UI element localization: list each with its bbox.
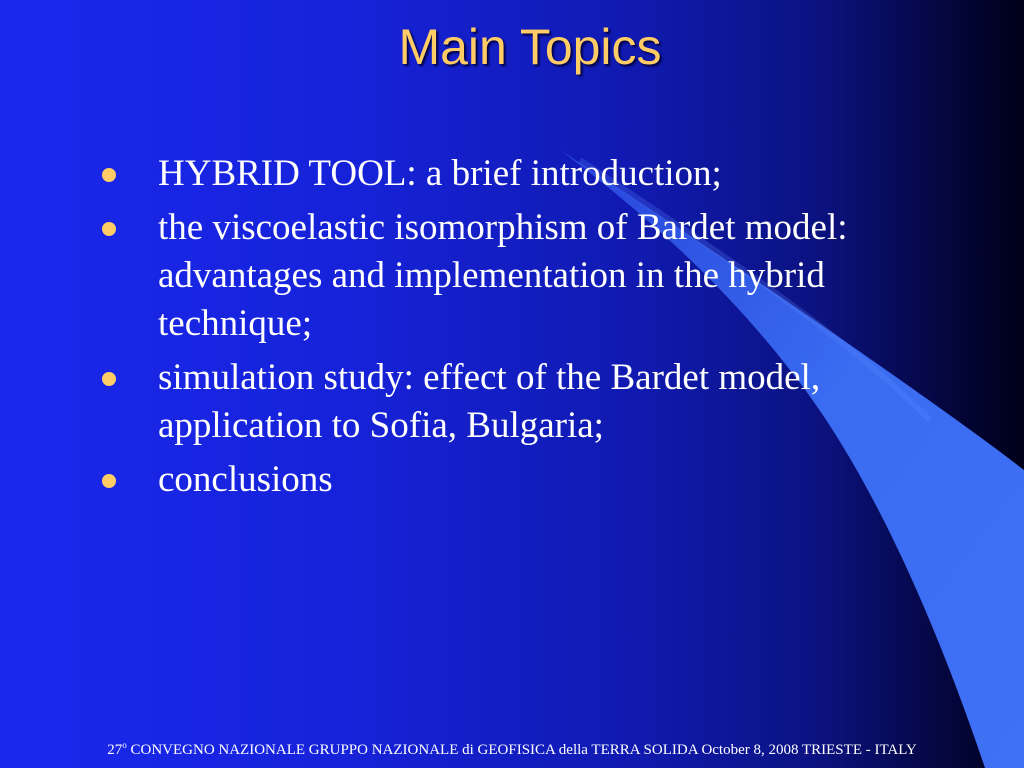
bullet-text: simulation study: effect of the Bardet model, application to Sofia, Bulgaria;: [158, 357, 821, 446]
slide-title: Main Topics: [398, 19, 662, 75]
bullet-text: the viscoelastic isomorphism of Bardet model: advantages and implementation in the hybrid technique;: [158, 207, 848, 344]
bullet-item-intro: [100, 150, 940, 198]
bullet-item-isomorphism: [100, 204, 940, 348]
bullet-text: HYBRID TOOL: a brief introduction;: [158, 153, 722, 194]
bullet-dot-icon: [102, 168, 116, 182]
footer-text: CONVEGNO NAZIONALE GRUPPO NAZIONALE di GEOFISICA della TERRA SOLIDA October 8, 2008 TRIESTE - ITALY: [126, 742, 917, 758]
bullet-text: conclusions: [158, 459, 333, 500]
bullet-dot-icon: [102, 474, 116, 488]
bullet-item-conclusions: [100, 456, 940, 504]
bullet-dot-icon: [102, 222, 116, 236]
bullet-item-simulation: [100, 354, 940, 450]
footer-number: 27: [107, 742, 123, 758]
bullet-dot-icon: [102, 372, 116, 386]
bullet-list: [100, 150, 940, 510]
slide-footer: [0, 742, 1024, 759]
footer-superscript: o: [122, 740, 127, 750]
